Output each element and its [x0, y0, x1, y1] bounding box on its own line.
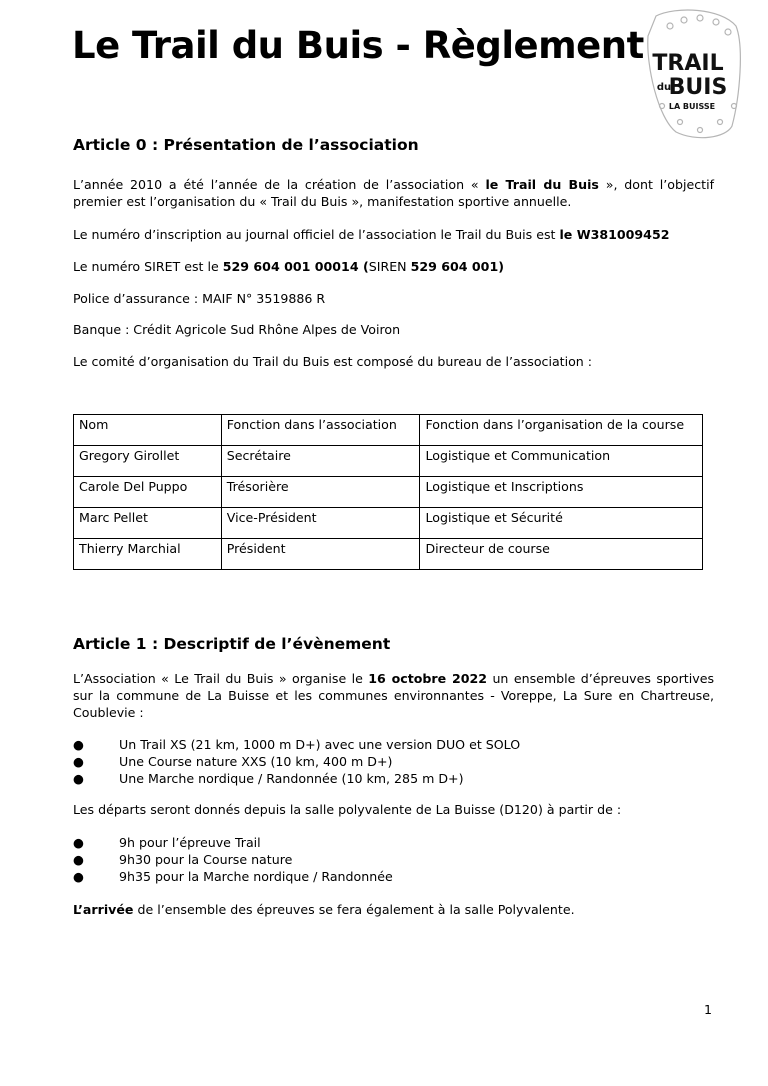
table-cell: Président	[221, 539, 420, 570]
table-header-cell: Fonction dans l’association	[221, 415, 420, 446]
table-cell: Logistique et Communication	[420, 446, 703, 477]
article-0-paragraph-2: Le numéro d’inscription au journal officiel de l’association le Trail du Buis est le W381009452	[73, 227, 670, 242]
table-cell: Vice-Président	[221, 508, 420, 539]
logo-line-3: BUIS	[668, 75, 728, 100]
table-cell: Secrétaire	[221, 446, 420, 477]
arrival-line: L’arrivée de l’ensemble des épreuves se fera également à la salle Polyvalente.	[73, 902, 575, 917]
article-0-paragraph-3: Le numéro SIRET est le 529 604 001 00014 (SIREN 529 604 001)	[73, 259, 504, 274]
list-item: ● 9h pour l’épreuve Trail	[73, 835, 261, 850]
bullet-icon: ●	[73, 835, 84, 850]
insurance-line: Police d’assurance : MAIF N° 3519886 R	[73, 291, 326, 306]
article-1-heading: Article 1 : Descriptif de l’évènement	[73, 635, 391, 653]
table-cell: Logistique et Sécurité	[420, 508, 703, 539]
table-row	[74, 446, 703, 477]
table-cell: Directeur de course	[420, 539, 703, 570]
start-times-list	[73, 834, 393, 885]
logo-line-4: LA BUISSE	[668, 102, 716, 111]
bank-line: Banque : Crédit Agricole Sud Rhône Alpes de Voiron	[73, 322, 401, 337]
table-cell: Carole Del Puppo	[74, 477, 222, 508]
list-item: ● 9h30 pour la Course nature	[73, 852, 293, 867]
table-cell: Logistique et Inscriptions	[420, 477, 703, 508]
table-row	[74, 508, 703, 539]
bullet-icon: ●	[73, 754, 84, 769]
bullet-icon: ●	[73, 771, 84, 786]
table-cell: Gregory Girollet	[74, 446, 222, 477]
table-cell: Trésorière	[221, 477, 420, 508]
table-cell: Thierry Marchial	[74, 539, 222, 570]
page-title: Le Trail du Buis - Règlement	[72, 24, 644, 67]
logo-line-1: TRAIL	[652, 51, 724, 76]
committee-intro: Le comité d’organisation du Trail du Buis est composé du bureau de l’association :	[73, 354, 593, 369]
table-header-cell: Nom	[74, 415, 222, 446]
bullet-icon: ●	[73, 737, 84, 752]
trail-du-buis-logo	[636, 6, 746, 144]
list-item: ● Une Marche nordique / Randonnée (10 km, 285 m D+)	[73, 771, 464, 786]
bullet-icon: ●	[73, 869, 84, 884]
table-row	[74, 477, 703, 508]
table-cell: Marc Pellet	[74, 508, 222, 539]
list-item: ● Un Trail XS (21 km, 1000 m D+) avec une version DUO et SOLO	[73, 737, 521, 752]
table-header-cell: Fonction dans l’organisation de la course	[420, 415, 703, 446]
logo-line-2: du	[656, 82, 672, 93]
article-1-paragraph-1: L’Association « Le Trail du Buis » organise le 16 octobre 2022 un ensemble d’épreuves sportives sur la commune de La Buisse et les communes environnantes - Voreppe, La Sure en Chartreuse, Coublevie :	[73, 671, 715, 720]
table-row	[74, 539, 703, 570]
table-header-row	[74, 415, 703, 446]
events-list	[73, 736, 520, 787]
article-0-paragraph-1: L’année 2010 a été l’année de la création de l’association « le Trail du Buis », dont l’objectif premier est l’organisation du « Trail du Buis », manifestation sportive annuelle.	[73, 177, 714, 209]
committee-table	[73, 414, 703, 570]
list-item: ● 9h35 pour la Marche nordique / Randonnée	[73, 869, 393, 884]
article-0-heading: Article 0 : Présentation de l’association	[73, 136, 419, 154]
list-item: ● Une Course nature XXS (10 km, 400 m D+)	[73, 754, 393, 769]
departures-intro: Les départs seront donnés depuis la salle polyvalente de La Buisse (D120) à partir de :	[73, 802, 622, 817]
page-number: 1	[704, 1002, 713, 1017]
bullet-icon: ●	[73, 852, 84, 867]
